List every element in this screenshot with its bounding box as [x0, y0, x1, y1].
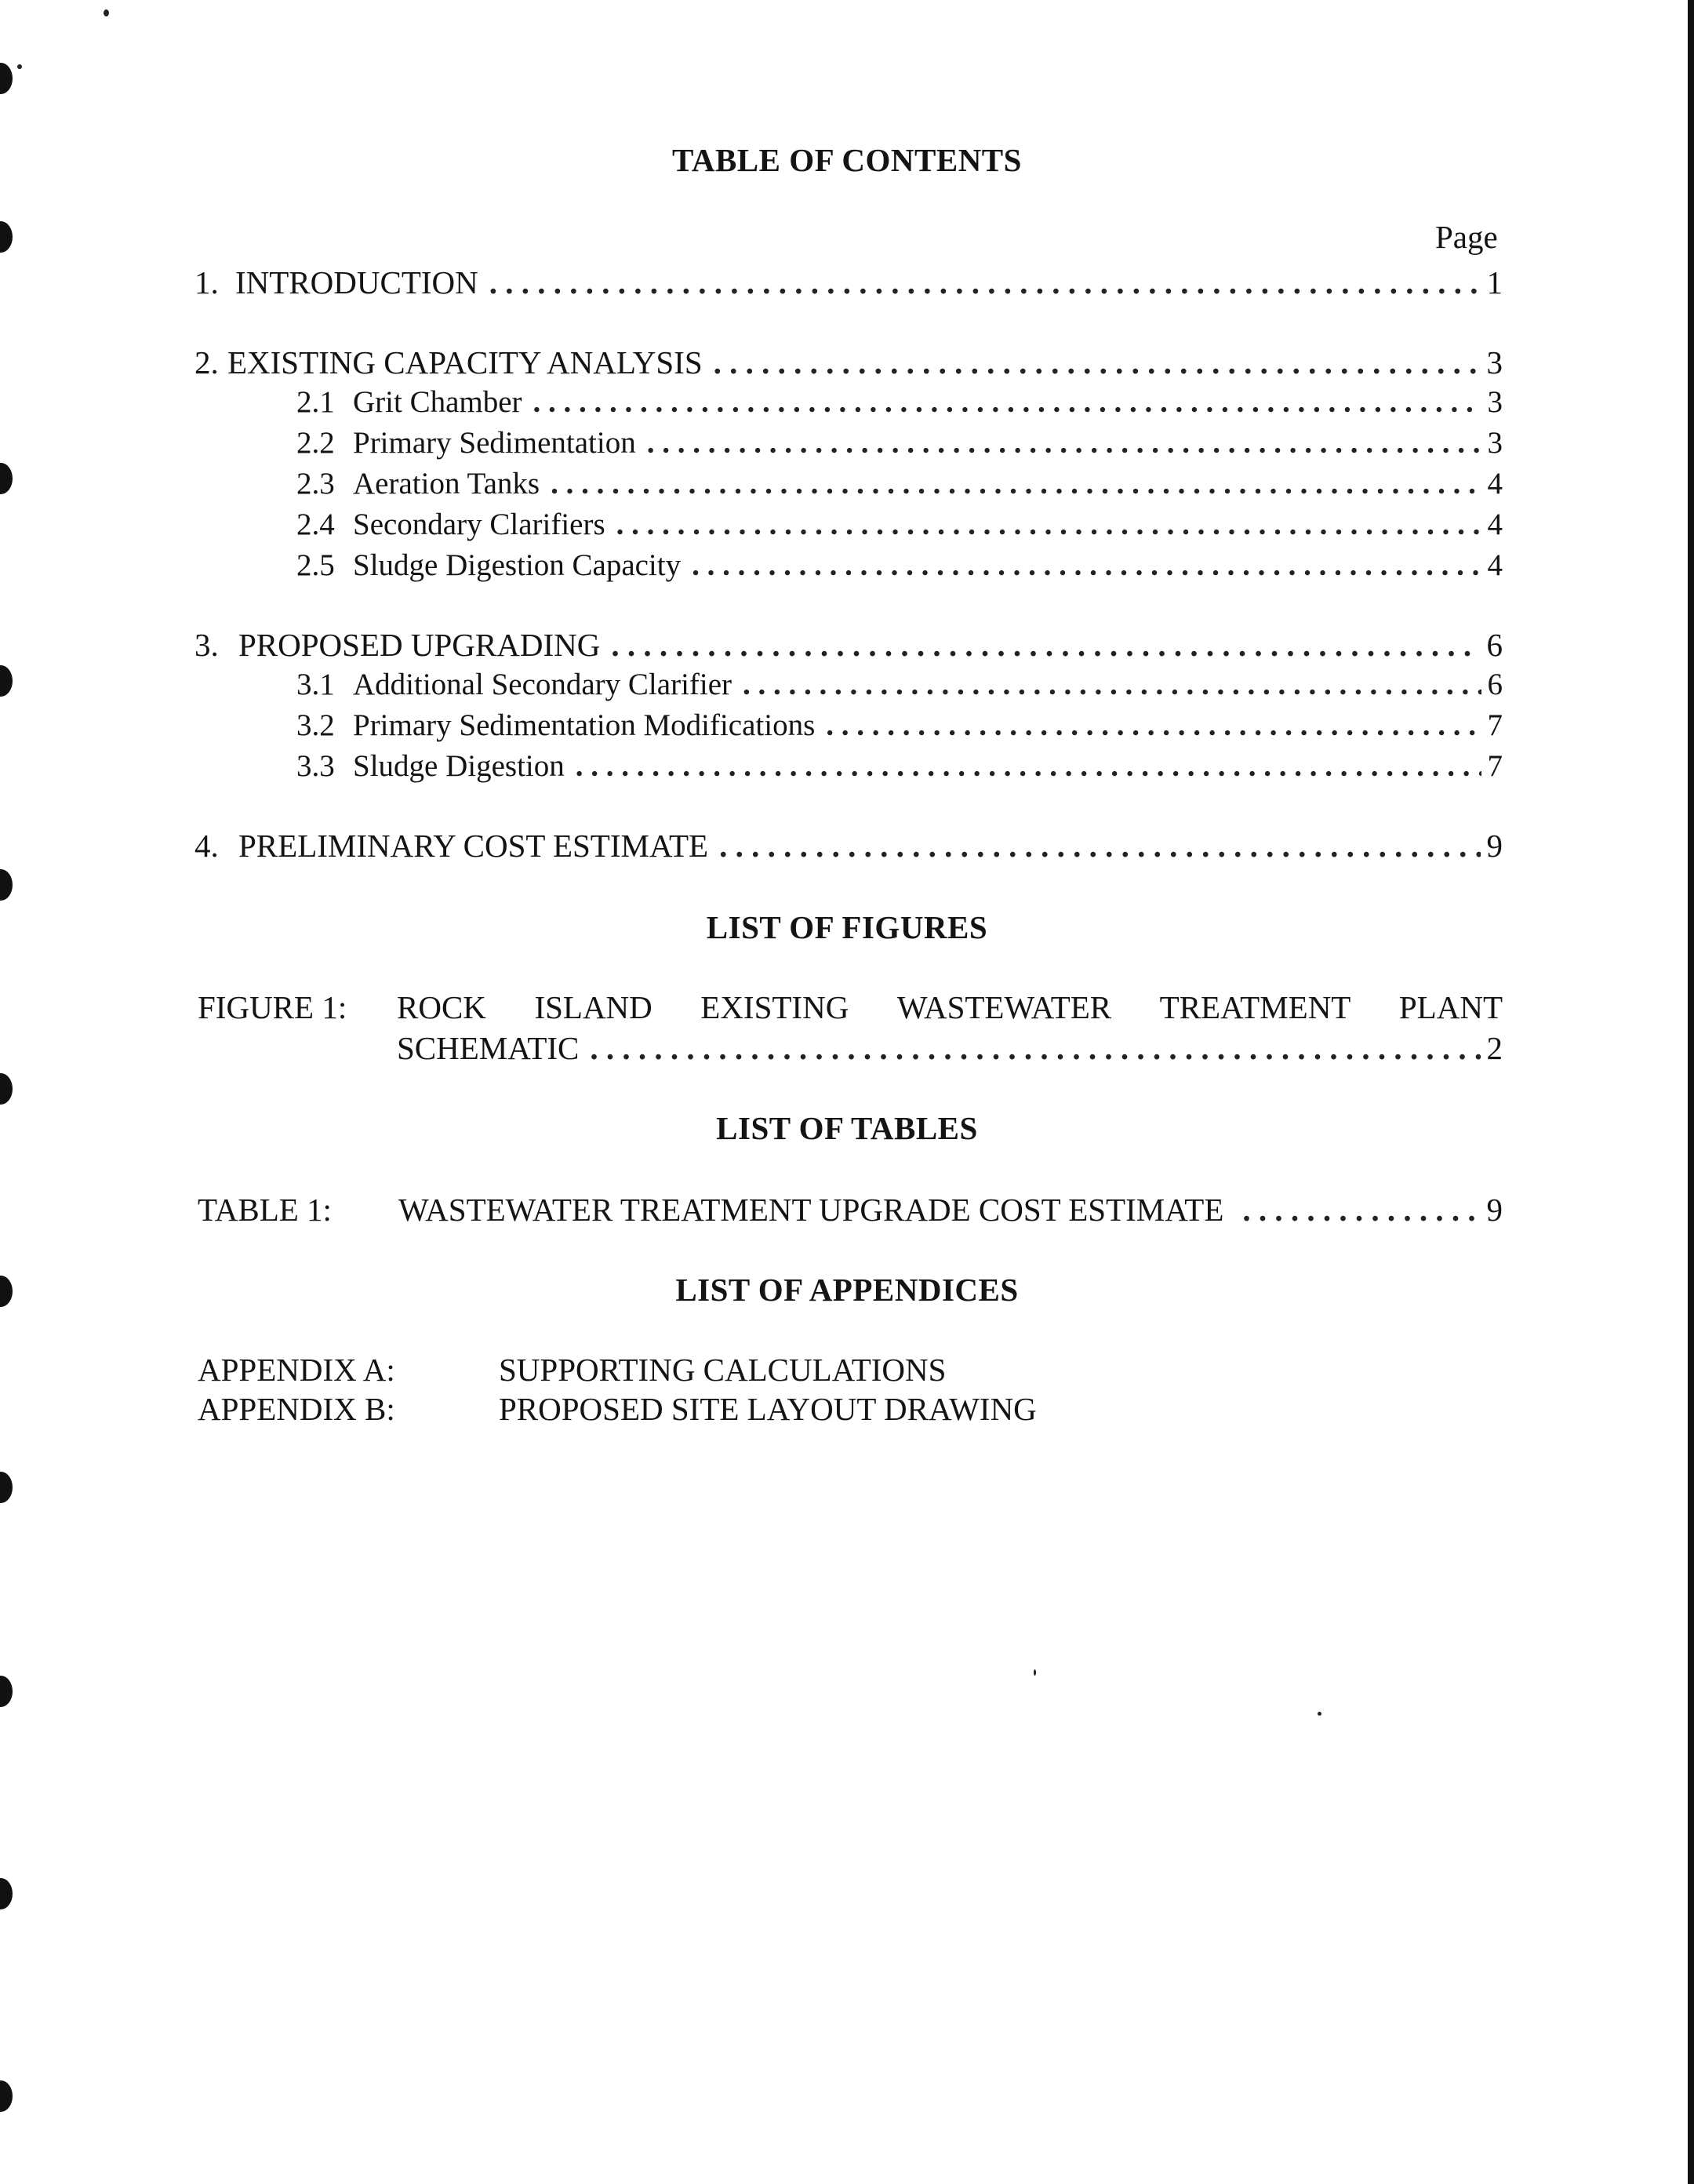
binder-hole — [0, 2080, 13, 2112]
toc-entry-number: 2.5 — [296, 548, 335, 582]
toc-entry-number: 3.2 — [296, 708, 335, 742]
toc-entry-title: Secondary Clarifiers — [353, 508, 605, 541]
toc-entry-page: 9 — [1486, 828, 1503, 864]
toc-entry-number: 4. — [194, 828, 219, 864]
figures-heading: LIST OF FIGURES — [706, 909, 988, 945]
tables-heading: LIST OF TABLES — [716, 1110, 978, 1146]
table-title: WASTEWATER TREATMENT UPGRADE COST ESTIMATE — [398, 1192, 1224, 1228]
toc-entry-page: 3 — [1487, 385, 1503, 419]
dot-leader — [489, 264, 1481, 301]
figure-title-continuation: SCHEMATIC — [397, 1030, 580, 1066]
appendix-b-title[interactable]: PROPOSED SITE LAYOUT DRAWING — [499, 1391, 1037, 1427]
toc-entry-title: INTRODUCTION — [235, 264, 478, 300]
toc-entry-title: Additional Secondary Clarifier — [353, 668, 732, 701]
scan-speck — [17, 64, 22, 69]
binder-hole — [0, 665, 13, 697]
toc-entry-grit-chamber[interactable] — [296, 384, 1503, 420]
figure-title-line[interactable] — [397, 988, 1503, 1026]
dot-leader — [719, 827, 1480, 864]
binder-hole — [0, 1878, 13, 1909]
dot-leader — [611, 626, 1480, 664]
scan-speck — [1318, 1712, 1321, 1716]
toc-entry-page: 4 — [1487, 508, 1503, 541]
toc-entry-title: Grit Chamber — [353, 385, 522, 419]
toc-entry-number: 2.1 — [296, 385, 335, 419]
figure-label: FIGURE 1: — [198, 989, 347, 1025]
toc-entry-page: 7 — [1487, 708, 1503, 742]
binder-hole — [0, 463, 13, 494]
figure-entry-continuation[interactable] — [397, 1029, 1503, 1067]
toc-entry-title: Primary Sedimentation Modifications — [353, 708, 816, 742]
toc-entry-page: 1 — [1486, 264, 1503, 300]
appendix-a-label: APPENDIX A: — [198, 1352, 395, 1388]
toc-entry-page: 6 — [1487, 668, 1503, 701]
binder-hole — [0, 1073, 13, 1105]
toc-entry-number: 3. — [194, 627, 219, 663]
dot-leader — [743, 667, 1481, 702]
dot-leader — [551, 466, 1481, 501]
dot-leader — [590, 1029, 1480, 1067]
toc-entry-title: EXISTING CAPACITY ANALYSIS — [227, 344, 703, 380]
toc-entry-sludge-digestion-capacity[interactable] — [296, 548, 1503, 583]
toc-entry-number: 2.3 — [296, 467, 335, 500]
figure-page: 2 — [1486, 1030, 1503, 1066]
toc-entry-number: 2.2 — [296, 426, 335, 460]
appendices-heading: LIST OF APPENDICES — [675, 1272, 1019, 1308]
toc-entry-page: 3 — [1486, 344, 1503, 380]
dot-leader — [692, 548, 1481, 583]
toc-entry-title: Primary Sedimentation — [353, 426, 636, 460]
table-page: 9 — [1486, 1192, 1503, 1228]
toc-entry-title: PROPOSED UPGRADING — [238, 627, 601, 663]
toc-entry-page: 6 — [1486, 627, 1503, 663]
toc-entry-introduction[interactable] — [194, 264, 1503, 301]
toc-entry-page: 7 — [1487, 749, 1503, 783]
dot-leader — [576, 748, 1481, 784]
scan-speck — [1034, 1669, 1036, 1676]
toc-entry-existing-capacity[interactable] — [194, 344, 1503, 381]
binder-hole — [0, 63, 13, 94]
appendix-b-label: APPENDIX B: — [198, 1391, 395, 1427]
table-label: TABLE 1: — [198, 1192, 332, 1228]
toc-entry-title: Sludge Digestion — [353, 749, 565, 783]
scan-edge — [1688, 0, 1694, 2184]
scan-speck — [104, 9, 109, 16]
toc-entry-sludge-digestion[interactable] — [296, 748, 1503, 784]
toc-entry-page: 3 — [1487, 426, 1503, 460]
binder-hole — [0, 869, 13, 901]
toc-entry-number: 2.4 — [296, 508, 335, 541]
figure-title-word: PLANT — [1398, 989, 1503, 1025]
toc-heading: TABLE OF CONTENTS — [672, 142, 1022, 178]
dot-leader — [616, 507, 1481, 542]
dot-leader — [1242, 1191, 1480, 1228]
toc-entry-number: 3.1 — [296, 668, 335, 701]
dot-leader — [826, 708, 1481, 743]
toc-entry-additional-clarifier[interactable] — [296, 667, 1503, 702]
binder-hole — [0, 221, 13, 253]
toc-entry-primary-sedimentation-modifications[interactable] — [296, 708, 1503, 743]
figure-title-word: ROCK — [397, 989, 486, 1025]
dot-leader — [647, 425, 1481, 460]
table-entry[interactable] — [398, 1191, 1503, 1228]
dot-leader — [533, 384, 1481, 420]
page-column-label: Page — [1435, 219, 1498, 255]
figure-title-word: EXISTING — [700, 989, 849, 1025]
toc-entry-number: 3.3 — [296, 749, 335, 783]
toc-entry-page: 4 — [1487, 548, 1503, 582]
binder-hole — [0, 1472, 13, 1503]
toc-entry-aeration-tanks[interactable] — [296, 466, 1503, 501]
binder-hole — [0, 1676, 13, 1707]
toc-entry-number: 2. — [194, 344, 219, 380]
dot-leader — [714, 344, 1481, 381]
toc-entry-preliminary-cost[interactable] — [194, 827, 1503, 864]
appendix-a-title[interactable]: SUPPORTING CALCULATIONS — [499, 1352, 947, 1388]
figure-title-word: TREATMENT — [1159, 989, 1351, 1025]
toc-entry-title: PRELIMINARY COST ESTIMATE — [238, 828, 709, 864]
toc-entry-proposed-upgrading[interactable] — [194, 626, 1503, 664]
figure-title-word: WASTEWATER — [896, 989, 1112, 1025]
toc-entry-secondary-clarifiers[interactable] — [296, 507, 1503, 542]
toc-entry-title: Sludge Digestion Capacity — [353, 548, 682, 582]
figure-title-word: ISLAND — [534, 989, 653, 1025]
toc-entry-title: Aeration Tanks — [353, 467, 540, 500]
toc-entry-number: 1. — [194, 264, 219, 300]
toc-entry-page: 4 — [1487, 467, 1503, 500]
toc-entry-primary-sedimentation[interactable] — [296, 425, 1503, 460]
